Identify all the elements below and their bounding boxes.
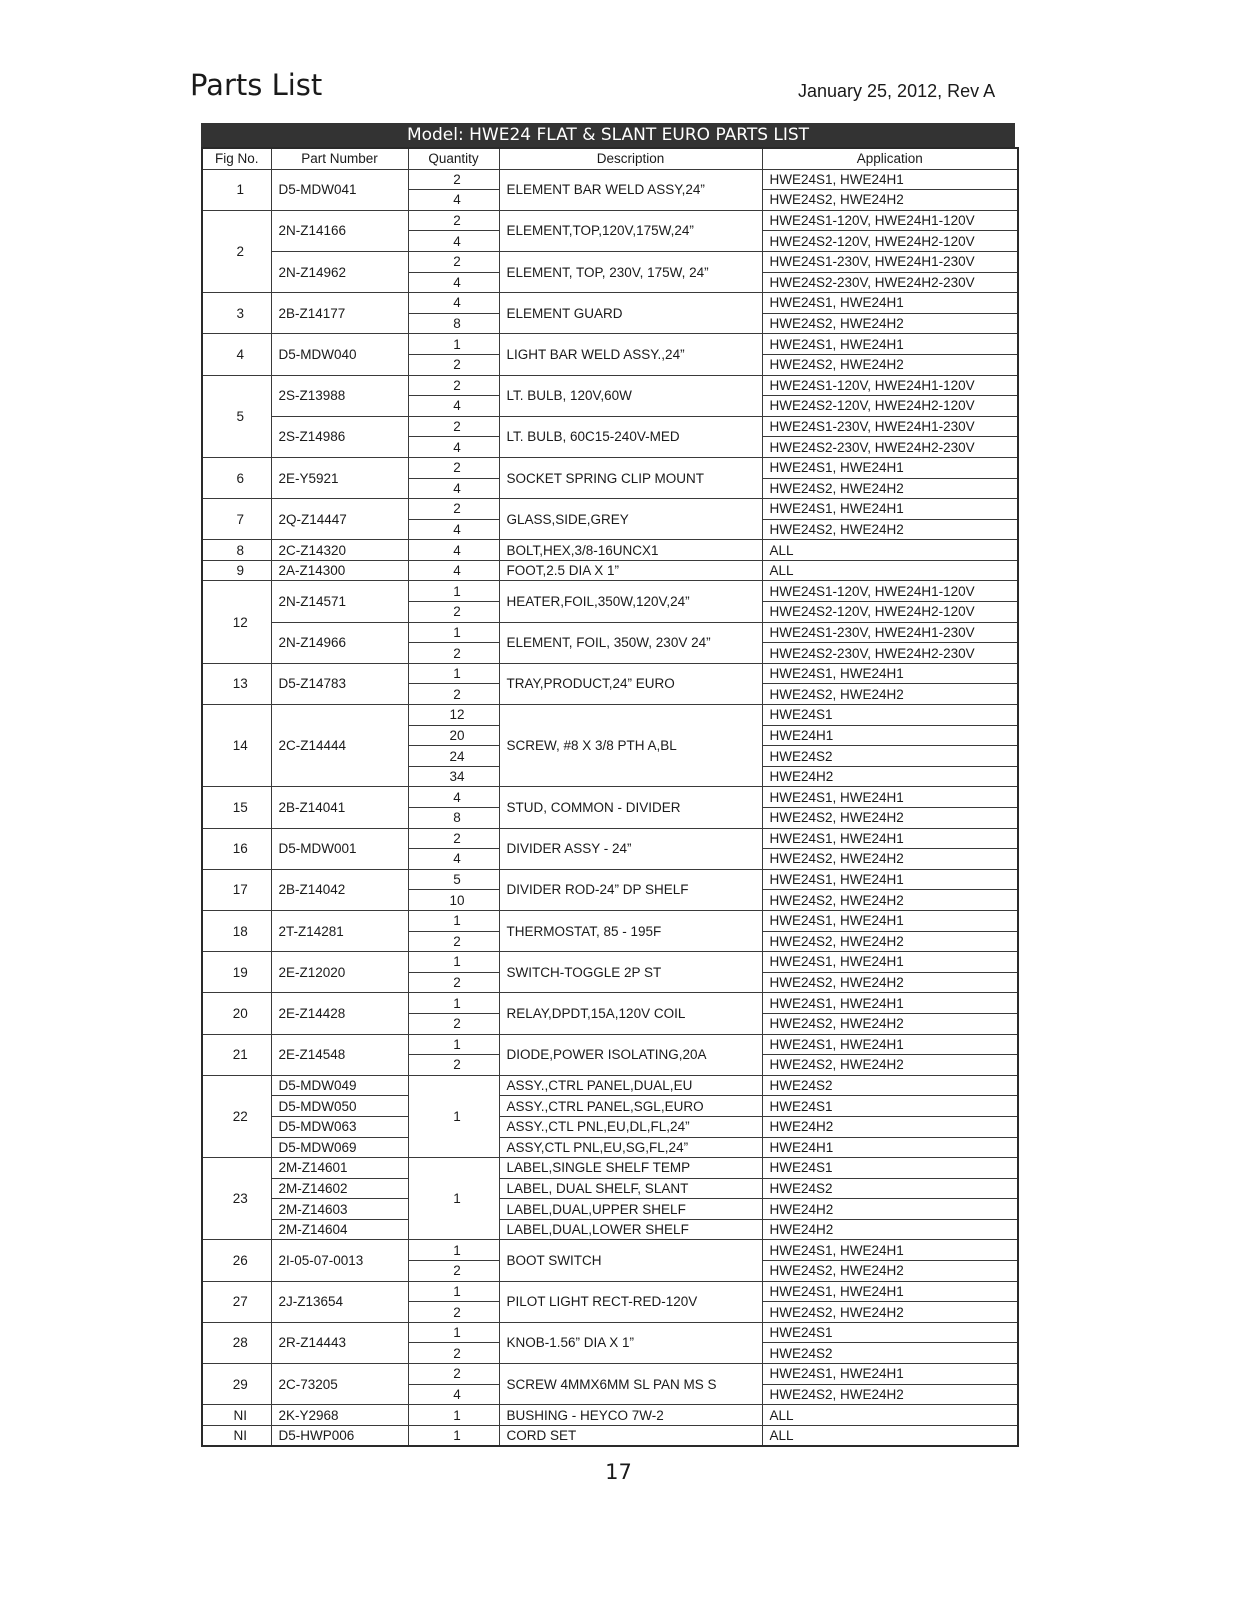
table-row: [202, 375, 1018, 396]
table-row: [202, 1137, 1018, 1158]
part-number-cell: 2C-Z14444: [271, 705, 408, 787]
table-row: [202, 334, 1018, 355]
description-cell: LABEL,SINGLE SHELF TEMP: [499, 1158, 762, 1179]
table-row: [202, 1178, 1018, 1199]
quantity-cell: 4: [408, 272, 499, 293]
fig-number-cell: 16: [202, 828, 271, 869]
part-number-cell: 2C-73205: [271, 1364, 408, 1405]
quantity-cell: 1: [408, 993, 499, 1014]
description-cell: RELAY,DPDT,15A,120V COIL: [499, 993, 762, 1034]
part-number-cell: D5-MDW041: [271, 169, 408, 210]
part-number-cell: 2M-Z14604: [271, 1219, 408, 1240]
fig-number-cell: 27: [202, 1281, 271, 1322]
table-row: [202, 1425, 1018, 1446]
table-row: [202, 869, 1018, 890]
table-row: [202, 1219, 1018, 1240]
application-cell: HWE24H2: [762, 1199, 1018, 1220]
description-cell: LIGHT BAR WELD ASSY.,24”: [499, 334, 762, 375]
fig-number-cell: 21: [202, 1034, 271, 1075]
application-cell: HWE24S1-120V, HWE24H1-120V: [762, 375, 1018, 396]
application-cell: HWE24S2, HWE24H2: [762, 190, 1018, 211]
quantity-cell: 8: [408, 808, 499, 829]
description-cell: SWITCH-TOGGLE 2P ST: [499, 952, 762, 993]
table-row: [202, 1240, 1018, 1261]
part-number-cell: 2M-Z14603: [271, 1199, 408, 1220]
quantity-cell: 1: [408, 334, 499, 355]
application-cell: HWE24S1, HWE24H1: [762, 828, 1018, 849]
quantity-cell: 12: [408, 705, 499, 726]
quantity-cell: 4: [408, 560, 499, 581]
quantity-cell: 2: [408, 251, 499, 272]
application-cell: ALL: [762, 1425, 1018, 1446]
application-cell: HWE24S1, HWE24H1: [762, 663, 1018, 684]
quantity-cell: 2: [408, 1364, 499, 1385]
application-cell: HWE24S2, HWE24H2: [762, 684, 1018, 705]
description-cell: SCREW 4MMX6MM SL PAN MS S: [499, 1364, 762, 1405]
part-number-cell: 2N-Z14966: [271, 622, 408, 663]
application-cell: HWE24S1, HWE24H1: [762, 169, 1018, 190]
description-cell: GLASS,SIDE,GREY: [499, 499, 762, 540]
quantity-cell: 8: [408, 313, 499, 334]
application-cell: HWE24S1, HWE24H1: [762, 869, 1018, 890]
fig-number-cell: 2: [202, 210, 271, 292]
part-number-cell: 2M-Z14602: [271, 1178, 408, 1199]
application-cell: HWE24S2, HWE24H2: [762, 1302, 1018, 1323]
quantity-cell: 1: [408, 663, 499, 684]
part-number-cell: 2C-Z14320: [271, 540, 408, 561]
fig-number-cell: 13: [202, 663, 271, 704]
quantity-cell: 1: [408, 1034, 499, 1055]
application-cell: HWE24S2, HWE24H2: [762, 519, 1018, 540]
quantity-cell: 4: [408, 231, 499, 252]
part-number-cell: 2J-Z13654: [271, 1281, 408, 1322]
application-cell: HWE24S2, HWE24H2: [762, 808, 1018, 829]
quantity-cell: 2: [408, 972, 499, 993]
application-cell: ALL: [762, 560, 1018, 581]
description-cell: ASSY,CTL PNL,EU,SG,FL,24”: [499, 1137, 762, 1158]
fig-number-cell: 1: [202, 169, 271, 210]
table-row: [202, 293, 1018, 314]
quantity-cell: 4: [408, 190, 499, 211]
application-cell: HWE24S2-120V, HWE24H2-120V: [762, 231, 1018, 252]
quantity-cell: 2: [408, 354, 499, 375]
quantity-cell: 1: [408, 1281, 499, 1302]
application-cell: HWE24S2: [762, 1178, 1018, 1199]
quantity-cell: 2: [408, 210, 499, 231]
table-row: [202, 540, 1018, 561]
description-cell: DIVIDER ROD-24” DP SHELF: [499, 869, 762, 910]
fig-number-cell: 4: [202, 334, 271, 375]
part-number-cell: D5-Z14783: [271, 663, 408, 704]
description-cell: SCREW, #8 X 3/8 PTH A,BL: [499, 705, 762, 787]
part-number-cell: D5-MDW049: [271, 1075, 408, 1096]
page-number: 17: [605, 1460, 632, 1484]
part-number-cell: 2N-Z14571: [271, 581, 408, 622]
fig-number-cell: 5: [202, 375, 271, 457]
fig-number-cell: 15: [202, 787, 271, 828]
quantity-cell: 24: [408, 746, 499, 767]
application-cell: ALL: [762, 1405, 1018, 1426]
table-row: [202, 251, 1018, 272]
part-number-cell: D5-MDW063: [271, 1116, 408, 1137]
description-cell: ELEMENT, TOP, 230V, 175W, 24”: [499, 251, 762, 292]
table-row: [202, 1096, 1018, 1117]
table-row: [202, 1281, 1018, 1302]
description-cell: ASSY.,CTRL PANEL,SGL,EURO: [499, 1096, 762, 1117]
application-cell: HWE24S1, HWE24H1: [762, 1364, 1018, 1385]
quantity-cell: 20: [408, 725, 499, 746]
quantity-cell: 1: [408, 1158, 499, 1240]
part-number-cell: D5-HWP006: [271, 1425, 408, 1446]
description-cell: HEATER,FOIL,350W,120V,24”: [499, 581, 762, 622]
application-cell: HWE24S1, HWE24H1: [762, 910, 1018, 931]
quantity-cell: 1: [408, 1075, 499, 1157]
part-number-cell: 2S-Z14986: [271, 416, 408, 457]
quantity-cell: 2: [408, 169, 499, 190]
part-number-cell: 2E-Z12020: [271, 952, 408, 993]
application-cell: HWE24S1, HWE24H1: [762, 1240, 1018, 1261]
application-cell: HWE24S2, HWE24H2: [762, 1055, 1018, 1076]
page-title: Parts List: [190, 68, 323, 102]
table-row: [202, 910, 1018, 931]
quantity-cell: 2: [408, 643, 499, 664]
quantity-cell: 4: [408, 396, 499, 417]
description-cell: DIODE,POWER ISOLATING,20A: [499, 1034, 762, 1075]
part-number-cell: 2A-Z14300: [271, 560, 408, 581]
fig-number-cell: NI: [202, 1425, 271, 1446]
application-cell: HWE24S2-230V, HWE24H2-230V: [762, 437, 1018, 458]
quantity-cell: 2: [408, 499, 499, 520]
application-cell: HWE24S2: [762, 1343, 1018, 1364]
quantity-cell: 34: [408, 766, 499, 787]
description-cell: ELEMENT GUARD: [499, 293, 762, 334]
description-cell: ELEMENT BAR WELD ASSY,24”: [499, 169, 762, 210]
application-cell: HWE24S2, HWE24H2: [762, 313, 1018, 334]
quantity-cell: 10: [408, 890, 499, 911]
application-cell: HWE24H2: [762, 1116, 1018, 1137]
quantity-cell: 2: [408, 1055, 499, 1076]
quantity-cell: 1: [408, 1425, 499, 1446]
application-cell: HWE24S2: [762, 746, 1018, 767]
description-cell: KNOB-1.56” DIA X 1”: [499, 1322, 762, 1363]
application-cell: HWE24S2-230V, HWE24H2-230V: [762, 643, 1018, 664]
table-row: [202, 1364, 1018, 1385]
quantity-cell: 4: [408, 437, 499, 458]
table-row: [202, 1322, 1018, 1343]
quantity-cell: 2: [408, 602, 499, 623]
quantity-cell: 1: [408, 622, 499, 643]
quantity-cell: 4: [408, 849, 499, 870]
description-cell: ELEMENT, FOIL, 350W, 230V 24”: [499, 622, 762, 663]
description-cell: TRAY,PRODUCT,24” EURO: [499, 663, 762, 704]
fig-number-cell: 28: [202, 1322, 271, 1363]
application-cell: HWE24S2, HWE24H2: [762, 1013, 1018, 1034]
table-row: [202, 952, 1018, 973]
description-cell: FOOT,2.5 DIA X 1”: [499, 560, 762, 581]
fig-number-cell: 26: [202, 1240, 271, 1281]
application-cell: HWE24S1, HWE24H1: [762, 1034, 1018, 1055]
description-cell: ASSY.,CTRL PANEL,DUAL,EU: [499, 1075, 762, 1096]
part-number-cell: 2S-Z13988: [271, 375, 408, 416]
description-cell: BOOT SWITCH: [499, 1240, 762, 1281]
part-number-cell: 2Q-Z14447: [271, 499, 408, 540]
quantity-cell: 2: [408, 457, 499, 478]
application-cell: HWE24S2, HWE24H2: [762, 478, 1018, 499]
table-row: [202, 1199, 1018, 1220]
quantity-cell: 2: [408, 931, 499, 952]
part-number-cell: 2R-Z14443: [271, 1322, 408, 1363]
part-number-cell: D5-MDW050: [271, 1096, 408, 1117]
part-number-cell: 2N-Z14962: [271, 251, 408, 292]
application-cell: HWE24S1-120V, HWE24H1-120V: [762, 581, 1018, 602]
fig-number-cell: 18: [202, 910, 271, 951]
part-number-cell: 2B-Z14177: [271, 293, 408, 334]
quantity-cell: 4: [408, 540, 499, 561]
description-cell: SOCKET SPRING CLIP MOUNT: [499, 457, 762, 498]
description-cell: LABEL, DUAL SHELF, SLANT: [499, 1178, 762, 1199]
description-cell: ELEMENT,TOP,120V,175W,24”: [499, 210, 762, 251]
quantity-cell: 2: [408, 684, 499, 705]
application-cell: HWE24S2, HWE24H2: [762, 890, 1018, 911]
part-number-cell: 2K-Y2968: [271, 1405, 408, 1426]
quantity-cell: 4: [408, 1384, 499, 1405]
application-cell: HWE24S2-120V, HWE24H2-120V: [762, 602, 1018, 623]
application-cell: HWE24S1: [762, 1096, 1018, 1117]
description-cell: LT. BULB, 60C15-240V-MED: [499, 416, 762, 457]
fig-number-cell: 9: [202, 560, 271, 581]
table-row: [202, 1405, 1018, 1426]
application-cell: HWE24S2-230V, HWE24H2-230V: [762, 272, 1018, 293]
fig-number-cell: 8: [202, 540, 271, 561]
application-cell: HWE24S1: [762, 1158, 1018, 1179]
column-header-quantity: Quantity: [408, 148, 499, 169]
column-header-application: Application: [762, 148, 1018, 169]
quantity-cell: 1: [408, 1405, 499, 1426]
application-cell: HWE24S2: [762, 1075, 1018, 1096]
quantity-cell: 2: [408, 1261, 499, 1282]
table-row: [202, 622, 1018, 643]
application-cell: HWE24H2: [762, 766, 1018, 787]
part-number-cell: D5-MDW001: [271, 828, 408, 869]
fig-number-cell: 12: [202, 581, 271, 663]
quantity-cell: 4: [408, 478, 499, 499]
application-cell: HWE24S2, HWE24H2: [762, 1384, 1018, 1405]
fig-number-cell: 19: [202, 952, 271, 993]
application-cell: HWE24H2: [762, 1219, 1018, 1240]
table-row: [202, 210, 1018, 231]
quantity-cell: 1: [408, 1322, 499, 1343]
quantity-cell: 1: [408, 910, 499, 931]
description-cell: THERMOSTAT, 85 - 195F: [499, 910, 762, 951]
application-cell: ALL: [762, 540, 1018, 561]
description-cell: BOLT,HEX,3/8-16UNCX1: [499, 540, 762, 561]
application-cell: HWE24S1, HWE24H1: [762, 1281, 1018, 1302]
part-number-cell: D5-MDW040: [271, 334, 408, 375]
fig-number-cell: 6: [202, 457, 271, 498]
quantity-cell: 4: [408, 519, 499, 540]
application-cell: HWE24S1-120V, HWE24H1-120V: [762, 210, 1018, 231]
application-cell: HWE24S1: [762, 705, 1018, 726]
application-cell: HWE24S1-230V, HWE24H1-230V: [762, 251, 1018, 272]
application-cell: HWE24H1: [762, 725, 1018, 746]
application-cell: HWE24S2, HWE24H2: [762, 849, 1018, 870]
fig-number-cell: NI: [202, 1405, 271, 1426]
parts-table-container: [201, 123, 1015, 1447]
part-number-cell: 2I-05-07-0013: [271, 1240, 408, 1281]
application-cell: HWE24S1-230V, HWE24H1-230V: [762, 416, 1018, 437]
quantity-cell: 2: [408, 1013, 499, 1034]
table-header-row: [202, 148, 1018, 169]
application-cell: HWE24S1, HWE24H1: [762, 334, 1018, 355]
column-header-part-number: Part Number: [271, 148, 408, 169]
part-number-cell: 2B-Z14042: [271, 869, 408, 910]
application-cell: HWE24S1-230V, HWE24H1-230V: [762, 622, 1018, 643]
application-cell: HWE24S2, HWE24H2: [762, 354, 1018, 375]
application-cell: HWE24S1, HWE24H1: [762, 993, 1018, 1014]
part-number-cell: 2B-Z14041: [271, 787, 408, 828]
parts-table: [201, 147, 1019, 1447]
application-cell: HWE24S1: [762, 1322, 1018, 1343]
table-row: [202, 1034, 1018, 1055]
quantity-cell: 2: [408, 375, 499, 396]
description-cell: CORD SET: [499, 1425, 762, 1446]
part-number-cell: 2T-Z14281: [271, 910, 408, 951]
column-header-description: Description: [499, 148, 762, 169]
table-row: [202, 581, 1018, 602]
application-cell: HWE24S1, HWE24H1: [762, 787, 1018, 808]
table-row: [202, 416, 1018, 437]
parts-table-body: [202, 169, 1018, 1446]
description-cell: DIVIDER ASSY - 24”: [499, 828, 762, 869]
quantity-cell: 2: [408, 1343, 499, 1364]
part-number-cell: 2E-Z14548: [271, 1034, 408, 1075]
application-cell: HWE24S1, HWE24H1: [762, 293, 1018, 314]
part-number-cell: D5-MDW069: [271, 1137, 408, 1158]
table-row: [202, 169, 1018, 190]
application-cell: HWE24S1, HWE24H1: [762, 952, 1018, 973]
column-header-fig: Fig No.: [202, 148, 271, 169]
fig-number-cell: 17: [202, 869, 271, 910]
application-cell: HWE24S2, HWE24H2: [762, 972, 1018, 993]
quantity-cell: 2: [408, 1302, 499, 1323]
description-cell: BUSHING - HEYCO 7W-2: [499, 1405, 762, 1426]
description-cell: LABEL,DUAL,LOWER SHELF: [499, 1219, 762, 1240]
quantity-cell: 2: [408, 416, 499, 437]
table-row: [202, 1158, 1018, 1179]
description-cell: STUD, COMMON - DIVIDER: [499, 787, 762, 828]
table-row: [202, 560, 1018, 581]
application-cell: HWE24S1, HWE24H1: [762, 457, 1018, 478]
part-number-cell: 2E-Y5921: [271, 457, 408, 498]
table-row: [202, 1116, 1018, 1137]
fig-number-cell: 14: [202, 705, 271, 787]
part-number-cell: 2M-Z14601: [271, 1158, 408, 1179]
application-cell: HWE24S2-120V, HWE24H2-120V: [762, 396, 1018, 417]
quantity-cell: 4: [408, 787, 499, 808]
revision-date: January 25, 2012, Rev A: [798, 81, 996, 101]
quantity-cell: 4: [408, 293, 499, 314]
part-number-cell: 2E-Z14428: [271, 993, 408, 1034]
quantity-cell: 2: [408, 828, 499, 849]
application-cell: HWE24S2, HWE24H2: [762, 1261, 1018, 1282]
description-cell: ASSY.,CTL PNL,EU,DL,FL,24”: [499, 1116, 762, 1137]
table-row: [202, 663, 1018, 684]
fig-number-cell: 7: [202, 499, 271, 540]
table-row: [202, 1075, 1018, 1096]
description-cell: LT. BULB, 120V,60W: [499, 375, 762, 416]
quantity-cell: 1: [408, 581, 499, 602]
application-cell: HWE24S2, HWE24H2: [762, 931, 1018, 952]
fig-number-cell: 29: [202, 1364, 271, 1405]
part-number-cell: 2N-Z14166: [271, 210, 408, 251]
application-cell: HWE24H1: [762, 1137, 1018, 1158]
table-row: [202, 787, 1018, 808]
quantity-cell: 1: [408, 952, 499, 973]
description-cell: PILOT LIGHT RECT-RED-120V: [499, 1281, 762, 1322]
fig-number-cell: 3: [202, 293, 271, 334]
fig-number-cell: 22: [202, 1075, 271, 1157]
quantity-cell: 5: [408, 869, 499, 890]
table-row: [202, 499, 1018, 520]
fig-number-cell: 23: [202, 1158, 271, 1240]
table-row: [202, 457, 1018, 478]
table-row: [202, 993, 1018, 1014]
table-row: [202, 705, 1018, 726]
table-row: [202, 828, 1018, 849]
description-cell: LABEL,DUAL,UPPER SHELF: [499, 1199, 762, 1220]
model-title-bar: Model: HWE24 FLAT & SLANT EURO PARTS LIST: [201, 123, 1015, 147]
fig-number-cell: 20: [202, 993, 271, 1034]
application-cell: HWE24S1, HWE24H1: [762, 499, 1018, 520]
quantity-cell: 1: [408, 1240, 499, 1261]
